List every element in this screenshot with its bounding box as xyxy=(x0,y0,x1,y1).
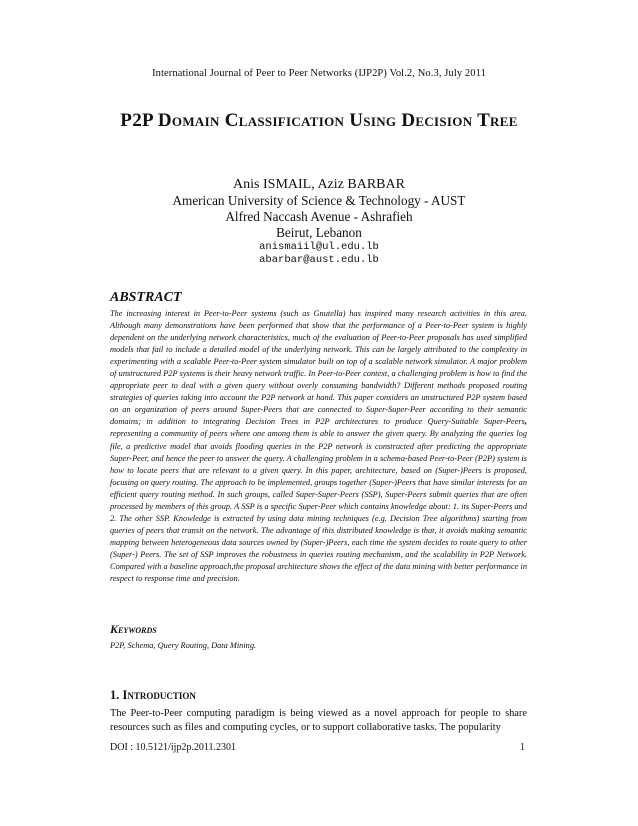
author-block xyxy=(0,176,638,267)
affiliation-line-2: Alfred Naccash Avenue - Ashrafieh xyxy=(225,209,413,224)
keywords-text: P2P, Schema, Query Routing, Data Mining. xyxy=(110,641,257,650)
introduction-heading: 1. Introduction xyxy=(110,688,196,702)
journal-header: International Journal of Peer to Peer Networks (IJP2P) Vol.2, No.3, July 2011 xyxy=(152,68,486,79)
introduction-text: The Peer-to-Peer computing paradigm is being viewed as a novel approach for people to share resources such as files and computing cycles, or to support collaborative tasks. The popularity xyxy=(110,708,527,733)
author-email-1: anismaiil@ul.edu.lb xyxy=(259,241,379,253)
abstract-text-bold: , xyxy=(524,417,527,427)
abstract-heading: ABSTRACT xyxy=(110,290,182,305)
page-number: 1 xyxy=(520,742,525,753)
affiliation-line-1: American University of Science & Technology - AUST xyxy=(172,193,466,208)
abstract-text-part-2: representing a community of peers where one among them is able to answer the given query. By analyzing the queries log file, a predictive model that avoids flooding queries in the P2P network is constructed after predicting the appropriate Super-Peer, and hence the peer to answer the query. A challenging problem in a schema-based Peer-to-Peer (P2P) system is how to locate peers that are relevant to a given query. In this paper, architecture, based on (Super-)Peers is proposed, focusing on query routing. The approach to be implemented, groups together (Super-)Peers that have similar interests for an efficient query routing method. In such groups, called Super-Super-Peers (SSP), Super-Peers submit queries that are often processed by members of this group. A SSP is a specific Super-Peer which contains knowledge about: 1. its Super-Peers and 2. The other SSP. Knowledge is extracted by using data mining techniques (e.g. Decision Tree algorithms) starting from queries of peers that transit on the network. The advantage of this distributed knowledge is that, it avoids making semantic mapping between heterogeneous data sources owned by (Super-)Peers, each time the system decides to route query to other (Super-) Peers. The set of SSP improves the robustness in queries routing mechanism, and the scalability in P2P Network. Compared with a baseline approach,the proposal architecture shows the effect of the data mining with better performance in respect to response time and precision. xyxy=(110,429,527,584)
footer-doi: DOI : 10.5121/ijp2p.2011.2301 xyxy=(110,742,237,753)
abstract-text xyxy=(110,308,527,585)
abstract-text-part-1: The increasing interest in Peer-to-Peer systems (such as Gnutella) has inspired many research activities in this area. Although many demonstrations have been performed that show that the performance of a Peer-to-Peer system is highly dependent on the underlying network characteristics, much of the evaluation of Peer-to-Peer proposals has used simplified models that fail to include a detailed model of the underlying network. This can be largely attributed to the complexity in experimenting with a scalable Peer-to-Peer system simulator built on top of a scalable network simulator. A major problem of unstructured P2P systems is their heavy network traffic. In Peer-to-Peer context, a challenging problem is how to find the appropriate peer to deal with a given query without overly consuming bandwidth? Different methods proposed routing strategies of queries taking into account the P2P network at hand. This paper considers an unstructured P2P system based on an organization of peers around Super-Peers that are connected to Super-Super-Peer according to their semantic domains; in addition to integrating Decision Trees in P2P architectures to produce Query-Suitable Super-Peers xyxy=(110,309,527,427)
affiliation-line-3: Beirut, Lebanon xyxy=(276,225,362,240)
keywords-heading: Keywords xyxy=(110,622,157,636)
author-names: Anis ISMAIL, Aziz BARBAR xyxy=(233,177,405,192)
paper-title: P2P Domain Classification Using Decision Tree xyxy=(120,110,518,131)
author-email-2: abarbar@aust.edu.lb xyxy=(259,254,379,266)
